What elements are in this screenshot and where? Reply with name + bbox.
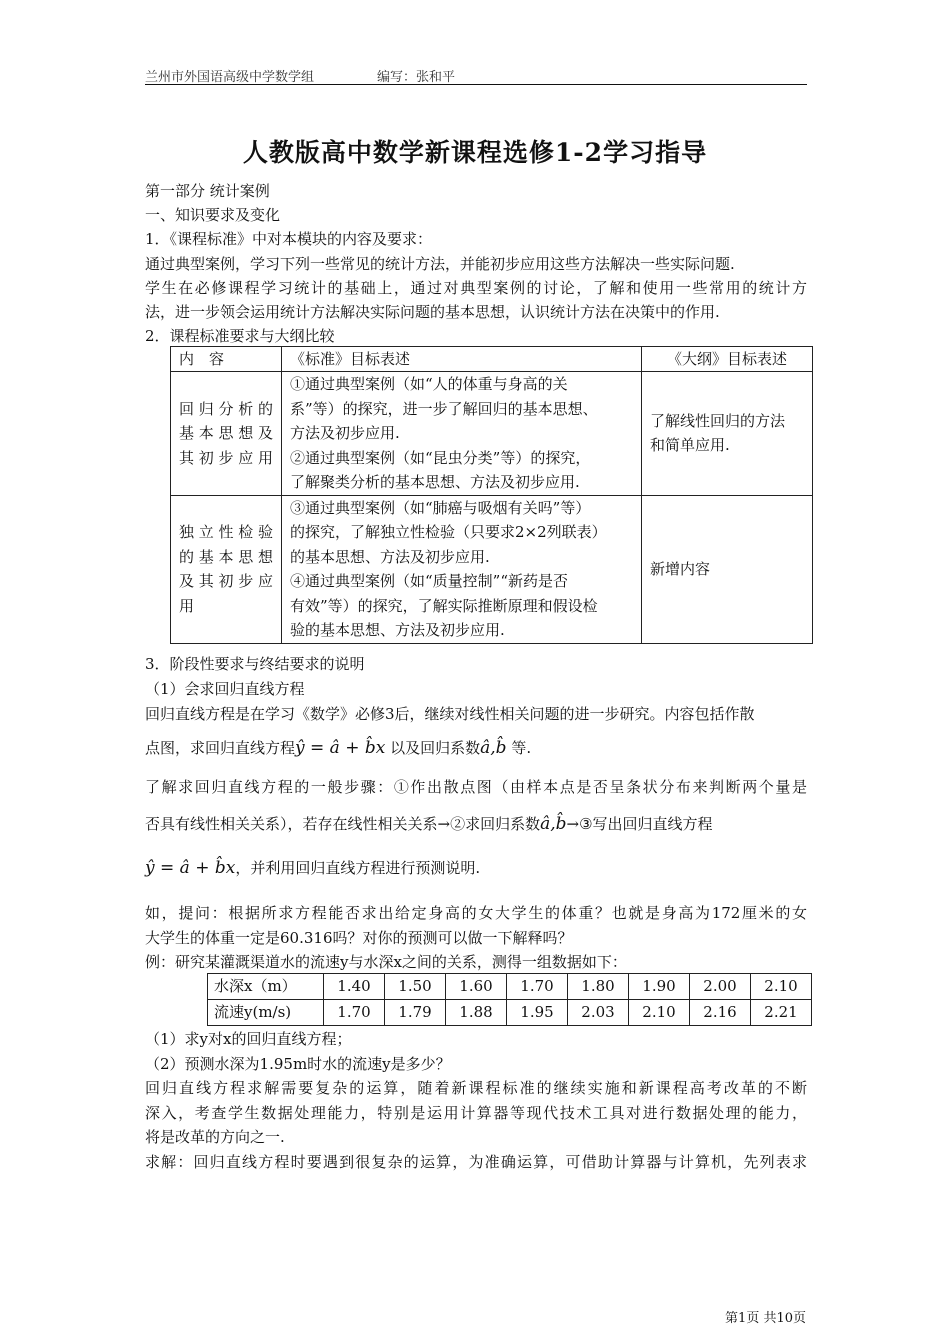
item3-paragraph-1: 回归直线方程是在学习《数学》必修3后，继续对线性相关问题的进一步研究。内容包括作散 (145, 705, 755, 723)
table-cell: 1.70 (324, 1000, 385, 1026)
section-heading: 一、知识要求及变化 (145, 206, 281, 224)
example-intro: 例：研究某灌溉渠道水的流速y与水深x之间的关系，测得一组数据如下： (145, 953, 627, 971)
table-cell: 1.79 (385, 1000, 446, 1026)
table-cell: 1.90 (629, 974, 690, 1000)
item1-heading: 1．《课程标准》中对本模块的内容及要求： (145, 230, 433, 248)
row2-content (171, 495, 282, 643)
header-syllabus: 《大纲》目标表述 (642, 347, 813, 372)
item3-paragraph-2 (145, 738, 531, 758)
text-span: ，并利用回归直线方程进行预测说明. (235, 859, 481, 877)
item1-paragraph-2a: 学生在必修课程学习统计的基础上，通过对典型案例的讨论，了解和使用一些常用的统计方 (145, 279, 807, 297)
comment-line-1: 回归直线方程求解需要复杂的运算，随着新课程标准的继续实施和新课程高考改革的不断 (145, 1079, 807, 1097)
cell-line: 验的基本思想、方法及初步应用. (290, 621, 505, 639)
page-number: 第1页 共10页 (725, 1311, 806, 1326)
question-b: （2）预测水深为1.95m时水的流速y是多少？ (145, 1055, 451, 1073)
cell-line: 新增内容 (650, 559, 711, 578)
comparison-table (170, 346, 813, 644)
question-line-2: 大学生的体重一定是60.316吗？对你的预测可以做一下解释吗？ (145, 929, 573, 947)
table-cell: 2.10 (629, 1000, 690, 1026)
regression-equation: ŷ = â + b̂x (295, 738, 386, 758)
row1-content (171, 372, 282, 496)
header-standard: 《标准》目标表述 (282, 347, 642, 372)
table-cell: 2.21 (751, 1000, 812, 1026)
item1-paragraph-2b: 法，进一步领会运用统计方法解决实际问题的基本思想，认识统计方法在决策中的作用. (145, 303, 720, 321)
cell-line: 基本思想及 (179, 424, 273, 442)
item1-paragraph-1: 通过典型案例，学习下列一些常见的统计方法，并能初步应用这些方法解决一些实际问题. (145, 255, 735, 273)
cell-line: 用 (179, 596, 195, 615)
table-cell: 1.50 (385, 974, 446, 1000)
table-row (208, 1000, 812, 1026)
cell-line: 了解聚类分析的基本思想、方法及初步应用. (290, 473, 580, 491)
regression-equation: ŷ = â + b̂x (145, 858, 236, 878)
row-label: 流速y(m/s) (208, 1000, 324, 1026)
text-span: 否具有线性相关关系），若存在线性相关关系→②求回归系数 (145, 815, 541, 833)
table-cell: 1.95 (507, 1000, 568, 1026)
item3-paragraph-4 (145, 814, 713, 834)
cell-line: 系”等）的探究，进一步了解回归的基本思想、 (290, 399, 598, 418)
regression-coefficients: â,b̂ (540, 814, 567, 834)
running-header (145, 66, 807, 85)
cell-line: ④通过典型案例（如“质量控制”“新药是否 (290, 572, 569, 590)
text-span: 点图，求回归直线方程 (145, 739, 296, 757)
question-a: （1）求y对x的回归直线方程； (145, 1030, 352, 1048)
row1-syllabus (642, 372, 813, 496)
row1-standard (282, 372, 642, 496)
table-cell: 2.10 (751, 974, 812, 1000)
table-cell: 1.88 (446, 1000, 507, 1026)
table-cell: 1.40 (324, 974, 385, 1000)
cell-line: 的探究，了解独立性检验（只要求2×2列联表） (290, 523, 607, 541)
text-span: 等. (511, 739, 532, 757)
text-span: →③写出回归直线方程 (566, 815, 713, 833)
part-heading: 第一部分 统计案例 (145, 182, 270, 200)
cell-line: ③通过典型案例（如“肺癌与吸烟有关吗”等） (290, 498, 591, 517)
comment-line-2: 深入，考查学生数据处理能力，特别是运用计算器等现代技术工具对进行数据处理的能力， (145, 1104, 807, 1122)
data-table (207, 973, 812, 1026)
item3-paragraph-3: 了解求回归直线方程的一般步骤：①作出散点图（由样本点是否呈条状分布来判断两个量是 (145, 778, 807, 796)
cell-line: 有效”等）的探究，了解实际推断原理和假设检 (290, 596, 598, 615)
item3-heading: 3．阶段性要求与终结要求的说明 (145, 655, 365, 673)
table-cell: 2.00 (690, 974, 751, 1000)
cell-line: ②通过典型案例（如“昆虫分类”等）的探究， (290, 448, 591, 467)
table-row (208, 974, 812, 1000)
document-title: 人教版高中数学新课程选修1-2学习指导 (242, 138, 708, 167)
header-content: 内 容 (171, 347, 282, 372)
regression-coefficients: â,b̂ (480, 738, 507, 758)
cell-line: 了解线性回归的方法 (650, 411, 786, 430)
cell-line: 和简单应用. (650, 436, 730, 455)
table-row (171, 372, 813, 496)
row2-standard (282, 495, 642, 643)
cell-line: 及其初步应 (179, 572, 273, 590)
table-cell: 2.03 (568, 1000, 629, 1026)
row-label: 水深x（m） (208, 974, 324, 1000)
cell-line: 的基本思想、方法及初步应用. (290, 547, 490, 566)
comparison-table-header (171, 347, 813, 372)
item2-heading: 2．课程标准要求与大纲比较 (145, 327, 335, 345)
cell-line: 方法及初步应用. (290, 424, 400, 442)
question-line-1: 如，提问：根据所求方程能否求出给定身高的女大学生的体重？也就是身高为172厘米的女 (145, 904, 807, 922)
table-cell: 2.16 (690, 1000, 751, 1026)
cell-line: 独立性检验 (179, 523, 273, 541)
row2-syllabus (642, 495, 813, 643)
table-cell: 1.70 (507, 974, 568, 1000)
table-row (171, 495, 813, 643)
text-span: 以及回归系数 (390, 739, 481, 757)
header-author: 编写：张和平 (377, 70, 456, 85)
item3-subheading: （1）会求回归直线方程 (145, 680, 305, 698)
table-cell: 1.60 (446, 974, 507, 1000)
table-cell: 1.80 (568, 974, 629, 1000)
header-org: 兰州市外国语高级中学数学组 (145, 70, 315, 85)
item3-paragraph-5 (145, 858, 480, 878)
cell-line: ①通过典型案例（如“人的体重与身高的关 (290, 375, 568, 393)
comment-line-3: 将是改革的方向之一. (145, 1128, 285, 1146)
cell-line: 的基本思想 (179, 547, 273, 566)
cell-line: 其初步应用 (179, 448, 273, 467)
solution-line-1: 求解：回归直线方程时要遇到很复杂的运算，为准确运算，可借助计算器与计算机，先列表求 (145, 1153, 807, 1171)
cell-line: 回归分析的 (179, 399, 273, 418)
